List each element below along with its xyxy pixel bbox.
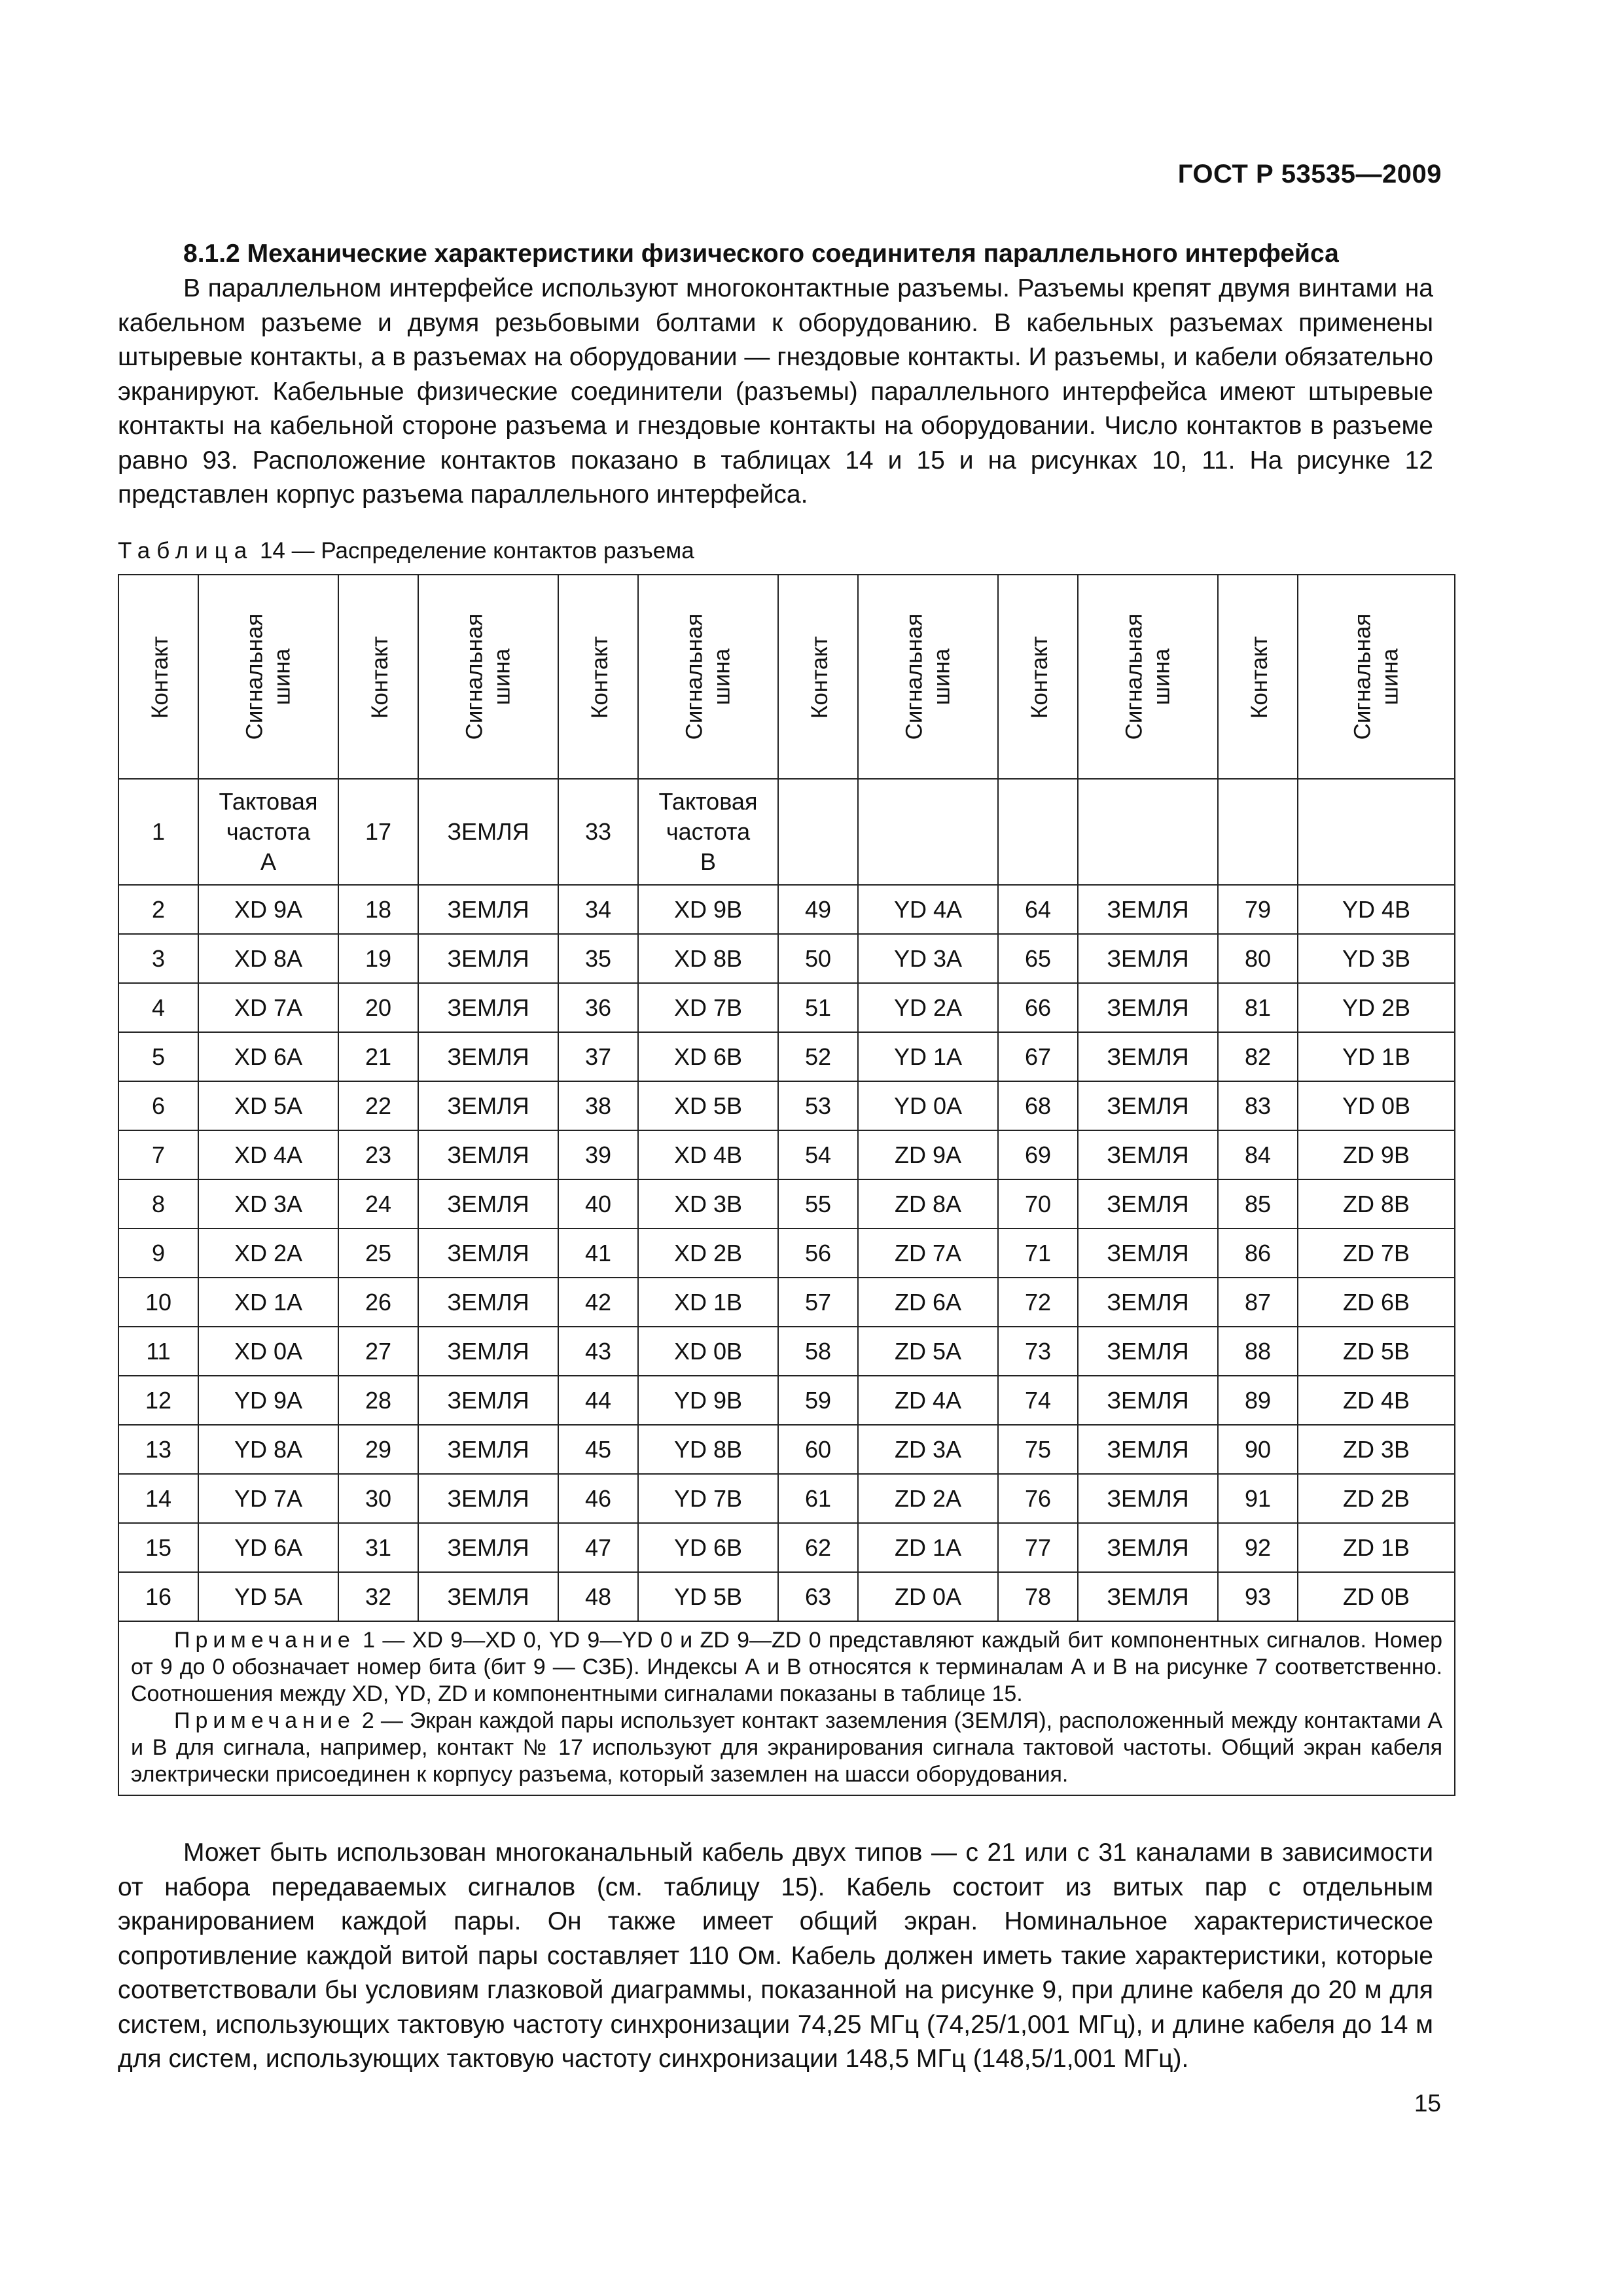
header-label: Сигнальная шина bbox=[241, 613, 294, 740]
signal-cell: ЗЕМЛЯ bbox=[418, 1278, 558, 1327]
contact-cell: 52 bbox=[778, 1032, 858, 1081]
contact-cell: 93 bbox=[1218, 1572, 1298, 1621]
contact-cell: 55 bbox=[778, 1179, 858, 1229]
document-header: ГОСТ Р 53535—2009 bbox=[1177, 160, 1442, 188]
signal-cell: XD 2B bbox=[638, 1229, 778, 1278]
contact-cell: 72 bbox=[998, 1278, 1078, 1327]
contact-cell: 28 bbox=[338, 1376, 418, 1425]
signal-cell: ЗЕМЛЯ bbox=[418, 983, 558, 1032]
signal-cell: XD 3A bbox=[198, 1179, 338, 1229]
contact-cell: 40 bbox=[558, 1179, 638, 1229]
signal-cell: ZD 2A bbox=[858, 1474, 998, 1523]
contact-cell: 85 bbox=[1218, 1179, 1298, 1229]
signal-cell: ZD 7B bbox=[1298, 1229, 1455, 1278]
table-row bbox=[118, 1376, 1455, 1425]
note-2-label: Примечание bbox=[174, 1708, 355, 1733]
signal-cell: XD 5A bbox=[198, 1081, 338, 1130]
signal-cell: XD 9A bbox=[198, 885, 338, 934]
contact-cell: 82 bbox=[1218, 1032, 1298, 1081]
contact-cell: 62 bbox=[778, 1523, 858, 1572]
signal-cell: YD 9A bbox=[198, 1376, 338, 1425]
signal-cell bbox=[858, 779, 998, 885]
header-signal-bus bbox=[418, 575, 558, 779]
signal-cell: ЗЕМЛЯ bbox=[1078, 1229, 1218, 1278]
contact-cell: 5 bbox=[118, 1032, 198, 1081]
contact-cell: 73 bbox=[998, 1327, 1078, 1376]
contact-cell: 61 bbox=[778, 1474, 858, 1523]
table-row bbox=[118, 1229, 1455, 1278]
signal-cell: ZD 2B bbox=[1298, 1474, 1455, 1523]
signal-cell: XD 4B bbox=[638, 1130, 778, 1179]
contact-cell: 71 bbox=[998, 1229, 1078, 1278]
signal-cell: ЗЕМЛЯ bbox=[1078, 1425, 1218, 1474]
note-1 bbox=[131, 1627, 1442, 1708]
table-row bbox=[118, 1130, 1455, 1179]
signal-cell: ZD 8A bbox=[858, 1179, 998, 1229]
signal-cell: ЗЕМЛЯ bbox=[1078, 1032, 1218, 1081]
signal-cell: YD 8B bbox=[638, 1425, 778, 1474]
contact-cell: 13 bbox=[118, 1425, 198, 1474]
contact-cell bbox=[778, 779, 858, 885]
contact-cell: 77 bbox=[998, 1523, 1078, 1572]
contact-cell: 33 bbox=[558, 779, 638, 885]
contact-cell: 60 bbox=[778, 1425, 858, 1474]
signal-cell: YD 6A bbox=[198, 1523, 338, 1572]
header-label: Контакт bbox=[587, 636, 613, 719]
table-caption-label: Таблица bbox=[118, 538, 254, 564]
contact-cell: 53 bbox=[778, 1081, 858, 1130]
signal-cell: XD 5B bbox=[638, 1081, 778, 1130]
signal-cell: ЗЕМЛЯ bbox=[1078, 1474, 1218, 1523]
contact-cell: 89 bbox=[1218, 1376, 1298, 1425]
signal-cell: YD 7A bbox=[198, 1474, 338, 1523]
signal-cell: ZD 9A bbox=[858, 1130, 998, 1179]
header-label: Сигнальная шина bbox=[681, 613, 734, 740]
contact-cell: 22 bbox=[338, 1081, 418, 1130]
contact-cell: 88 bbox=[1218, 1327, 1298, 1376]
contact-cell: 46 bbox=[558, 1474, 638, 1523]
signal-cell: ЗЕМЛЯ bbox=[418, 885, 558, 934]
header-label: Контакт bbox=[1247, 636, 1273, 719]
header-label: Сигнальная шина bbox=[461, 613, 514, 740]
signal-cell: YD 4A bbox=[858, 885, 998, 934]
contact-cell: 65 bbox=[998, 934, 1078, 983]
contact-cell: 51 bbox=[778, 983, 858, 1032]
signal-cell: YD 0B bbox=[1298, 1081, 1455, 1130]
signal-cell: XD 6B bbox=[638, 1032, 778, 1081]
contact-cell: 1 bbox=[118, 779, 198, 885]
signal-cell: XD 1A bbox=[198, 1278, 338, 1327]
signal-cell: ЗЕМЛЯ bbox=[418, 779, 558, 885]
signal-cell: ZD 4A bbox=[858, 1376, 998, 1425]
signal-cell: XD 2A bbox=[198, 1229, 338, 1278]
contact-cell: 3 bbox=[118, 934, 198, 983]
signal-cell: ЗЕМЛЯ bbox=[1078, 934, 1218, 983]
signal-cell: ЗЕМЛЯ bbox=[418, 1179, 558, 1229]
signal-cell: ZD 0B bbox=[1298, 1572, 1455, 1621]
signal-cell: YD 1A bbox=[858, 1032, 998, 1081]
contact-cell: 31 bbox=[338, 1523, 418, 1572]
contact-cell: 92 bbox=[1218, 1523, 1298, 1572]
signal-cell: YD 6B bbox=[638, 1523, 778, 1572]
contact-cell: 79 bbox=[1218, 885, 1298, 934]
signal-cell: ZD 1A bbox=[858, 1523, 998, 1572]
contact-cell: 74 bbox=[998, 1376, 1078, 1425]
contacts-table bbox=[118, 574, 1455, 1796]
signal-cell bbox=[1078, 779, 1218, 885]
signal-cell: YD 7B bbox=[638, 1474, 778, 1523]
header-label: Контакт bbox=[1027, 636, 1053, 719]
contact-cell: 81 bbox=[1218, 983, 1298, 1032]
signal-cell: XD 8B bbox=[638, 934, 778, 983]
signal-cell: XD 0B bbox=[638, 1327, 778, 1376]
contact-cell: 87 bbox=[1218, 1278, 1298, 1327]
paragraph-cable: Может быть использован многоканальный кабель двух типов — с 21 или с 31 каналами в зависимости от набора передаваемых сигналов (см. таблицу 15). Кабель состоит из витых пар с отдельным экранированием каждой пары. Он также имеет общий экран. Номинальное характеристическое сопротивление каждой витой пары составляет 110 Ом. Кабель должен иметь такие характеристики, которые соответствовали бы условиям глазковой диаграммы, показанной на рисунке 9, при длине кабеля до 20 м для систем, использующих тактовую частоту синхронизации 74,25 МГц (74,25/1,001 МГц), и длине кабеля до 14 м для систем, использующих тактовую частоту синхронизации 148,5 МГц (148,5/1,001 МГц). bbox=[118, 1839, 1433, 2073]
contact-cell: 10 bbox=[118, 1278, 198, 1327]
note-1-text: 1 — XD 9—XD 0, YD 9—YD 0 и ZD 9—ZD 0 представляют каждый бит компонентных сигналов. Номер от 9 до 0 обозначает номер бита (бит 9 — СЗБ). Индексы А и В относятся к терминалам А и В на рисунке 7 соответственно. Соотношения между XD, YD, ZD и компонентными сигналами показаны в таблице 15. bbox=[131, 1628, 1442, 1706]
signal-cell: YD 3A bbox=[858, 934, 998, 983]
header-signal-bus bbox=[638, 575, 778, 779]
contact-cell: 11 bbox=[118, 1327, 198, 1376]
contact-cell: 57 bbox=[778, 1278, 858, 1327]
contact-cell: 69 bbox=[998, 1130, 1078, 1179]
contact-cell: 84 bbox=[1218, 1130, 1298, 1179]
table-caption bbox=[118, 538, 694, 564]
note-1-label: Примечание bbox=[174, 1628, 355, 1653]
table-header bbox=[118, 575, 1455, 779]
contact-cell: 76 bbox=[998, 1474, 1078, 1523]
table-row bbox=[118, 1327, 1455, 1376]
contact-cell: 12 bbox=[118, 1376, 198, 1425]
notes-cell bbox=[118, 1621, 1455, 1795]
table-row bbox=[118, 1425, 1455, 1474]
signal-cell: XD 8A bbox=[198, 934, 338, 983]
signal-cell: XD 7B bbox=[638, 983, 778, 1032]
note-2 bbox=[131, 1708, 1442, 1788]
contact-cell: 43 bbox=[558, 1327, 638, 1376]
contact-cell: 49 bbox=[778, 885, 858, 934]
contact-cell: 20 bbox=[338, 983, 418, 1032]
signal-cell: ЗЕМЛЯ bbox=[418, 1425, 558, 1474]
header-contact bbox=[998, 575, 1078, 779]
contact-cell: 15 bbox=[118, 1523, 198, 1572]
signal-cell: ЗЕМЛЯ bbox=[418, 1376, 558, 1425]
contact-cell: 24 bbox=[338, 1179, 418, 1229]
header-signal-bus bbox=[1298, 575, 1455, 779]
table-row bbox=[118, 1179, 1455, 1229]
signal-cell: ЗЕМЛЯ bbox=[1078, 1327, 1218, 1376]
contact-cell: 63 bbox=[778, 1572, 858, 1621]
signal-cell: YD 4B bbox=[1298, 885, 1455, 934]
contact-cell: 2 bbox=[118, 885, 198, 934]
header-label: Сигнальная шина bbox=[901, 613, 954, 740]
contact-cell: 29 bbox=[338, 1425, 418, 1474]
signal-cell: ZD 5B bbox=[1298, 1327, 1455, 1376]
contact-cell: 21 bbox=[338, 1032, 418, 1081]
table-row bbox=[118, 1081, 1455, 1130]
signal-cell: YD 8A bbox=[198, 1425, 338, 1474]
contact-cell: 34 bbox=[558, 885, 638, 934]
header-signal-bus bbox=[858, 575, 998, 779]
signal-cell: ЗЕМЛЯ bbox=[1078, 1081, 1218, 1130]
signal-cell: Тактовая частота В bbox=[638, 779, 778, 885]
header-label: Сигнальная шина bbox=[1120, 613, 1174, 740]
contact-cell bbox=[1218, 779, 1298, 885]
signal-cell: ZD 8B bbox=[1298, 1179, 1455, 1229]
contact-cell: 75 bbox=[998, 1425, 1078, 1474]
table-body bbox=[118, 779, 1455, 1621]
signal-cell: ZD 3B bbox=[1298, 1425, 1455, 1474]
contact-cell: 23 bbox=[338, 1130, 418, 1179]
contact-cell: 36 bbox=[558, 983, 638, 1032]
contact-cell: 59 bbox=[778, 1376, 858, 1425]
contact-cell: 38 bbox=[558, 1081, 638, 1130]
signal-cell: YD 2B bbox=[1298, 983, 1455, 1032]
signal-cell: ЗЕМЛЯ bbox=[418, 1474, 558, 1523]
signal-cell: ЗЕМЛЯ bbox=[1078, 1523, 1218, 1572]
signal-cell: XD 4A bbox=[198, 1130, 338, 1179]
contact-cell: 68 bbox=[998, 1081, 1078, 1130]
signal-cell: ЗЕМЛЯ bbox=[1078, 983, 1218, 1032]
note-2-text: 2 — Экран каждой пары использует контакт заземления (ЗЕМЛЯ), расположенный между контактами А и В для сигнала, например, контакт № 17 используют для экранирования сигнала тактовой частоты. Общий экран кабеля электрически присоединен к корпусу разъема, который заземлен на шасси оборудования. bbox=[131, 1708, 1442, 1787]
contact-cell: 17 bbox=[338, 779, 418, 885]
signal-cell: ZD 7A bbox=[858, 1229, 998, 1278]
contact-cell: 86 bbox=[1218, 1229, 1298, 1278]
contact-cell: 32 bbox=[338, 1572, 418, 1621]
table-row bbox=[118, 1572, 1455, 1621]
signal-cell: YD 0A bbox=[858, 1081, 998, 1130]
signal-cell: ЗЕМЛЯ bbox=[418, 1523, 558, 1572]
signal-cell: ЗЕМЛЯ bbox=[418, 1032, 558, 1081]
table-row bbox=[118, 1278, 1455, 1327]
page-number: 15 bbox=[1414, 2090, 1441, 2117]
table-row bbox=[118, 779, 1455, 885]
contact-cell: 42 bbox=[558, 1278, 638, 1327]
signal-cell: YD 3B bbox=[1298, 934, 1455, 983]
header-contact bbox=[778, 575, 858, 779]
signal-cell bbox=[1298, 779, 1455, 885]
contact-cell: 56 bbox=[778, 1229, 858, 1278]
contact-cell: 18 bbox=[338, 885, 418, 934]
header-label: Контакт bbox=[807, 636, 833, 719]
contact-cell: 80 bbox=[1218, 934, 1298, 983]
header-label: Контакт bbox=[367, 636, 393, 719]
signal-cell: ZD 6B bbox=[1298, 1278, 1455, 1327]
signal-cell: YD 5A bbox=[198, 1572, 338, 1621]
contact-cell: 4 bbox=[118, 983, 198, 1032]
table-caption-text: 14 — Распределение контактов разъема bbox=[253, 538, 694, 564]
contact-cell: 14 bbox=[118, 1474, 198, 1523]
signal-cell: ZD 6A bbox=[858, 1278, 998, 1327]
contact-cell: 54 bbox=[778, 1130, 858, 1179]
header-signal-bus bbox=[1078, 575, 1218, 779]
contact-cell: 58 bbox=[778, 1327, 858, 1376]
signal-cell: ЗЕМЛЯ bbox=[1078, 1572, 1218, 1621]
contact-cell: 9 bbox=[118, 1229, 198, 1278]
contact-cell: 41 bbox=[558, 1229, 638, 1278]
signal-cell: ЗЕМЛЯ bbox=[1078, 1179, 1218, 1229]
signal-cell: ЗЕМЛЯ bbox=[418, 1572, 558, 1621]
signal-cell: ЗЕМЛЯ bbox=[418, 934, 558, 983]
paragraph-intro: В параллельном интерфейсе используют многоконтактные разъемы. Разъемы крепят двумя винтами на кабельном разъеме и двумя резьбовыми болтами к оборудованию. В кабельных разъемах применены штыревые контакты, а в разъемах на оборудовании — гнездовые контакты. И разъемы, и кабели обязательно экранируют. Кабельные физические соединители (разъемы) параллельного интерфейса имеют штыревые контакты на кабельной стороне разъема и гнездовые контакты на оборудовании. Число контактов в разъеме равно 93. Расположение контактов показано в таблицах 14 и 15 и на рисунках 10, 11. На рисунке 12 представлен корпус разъема параллельного интерфейса. bbox=[118, 274, 1433, 509]
contact-cell: 44 bbox=[558, 1376, 638, 1425]
contact-cell: 25 bbox=[338, 1229, 418, 1278]
signal-cell: YD 1B bbox=[1298, 1032, 1455, 1081]
header-contact bbox=[118, 575, 198, 779]
table-row bbox=[118, 934, 1455, 983]
header-contact bbox=[558, 575, 638, 779]
contact-cell: 48 bbox=[558, 1572, 638, 1621]
signal-cell: XD 7A bbox=[198, 983, 338, 1032]
contact-cell: 50 bbox=[778, 934, 858, 983]
signal-cell: ZD 9B bbox=[1298, 1130, 1455, 1179]
signal-cell: XD 0A bbox=[198, 1327, 338, 1376]
contact-cell: 8 bbox=[118, 1179, 198, 1229]
signal-cell: ЗЕМЛЯ bbox=[1078, 885, 1218, 934]
table-row bbox=[118, 1474, 1455, 1523]
signal-cell: XD 3B bbox=[638, 1179, 778, 1229]
contact-cell: 70 bbox=[998, 1179, 1078, 1229]
contact-cell: 27 bbox=[338, 1327, 418, 1376]
signal-cell: ZD 4B bbox=[1298, 1376, 1455, 1425]
contact-cell: 66 bbox=[998, 983, 1078, 1032]
header-label: Контакт bbox=[147, 636, 173, 719]
header-contact bbox=[1218, 575, 1298, 779]
contact-cell: 90 bbox=[1218, 1425, 1298, 1474]
contact-cell: 64 bbox=[998, 885, 1078, 934]
signal-cell: ZD 0A bbox=[858, 1572, 998, 1621]
header-signal-bus bbox=[198, 575, 338, 779]
table-row bbox=[118, 885, 1455, 934]
signal-cell: ЗЕМЛЯ bbox=[1078, 1376, 1218, 1425]
contact-cell: 7 bbox=[118, 1130, 198, 1179]
table-row bbox=[118, 1032, 1455, 1081]
signal-cell: YD 9B bbox=[638, 1376, 778, 1425]
contact-cell: 26 bbox=[338, 1278, 418, 1327]
contact-cell: 37 bbox=[558, 1032, 638, 1081]
signal-cell: ЗЕМЛЯ bbox=[418, 1229, 558, 1278]
contact-cell: 83 bbox=[1218, 1081, 1298, 1130]
contact-cell: 67 bbox=[998, 1032, 1078, 1081]
signal-cell: ЗЕМЛЯ bbox=[418, 1081, 558, 1130]
contact-cell: 19 bbox=[338, 934, 418, 983]
header-contact bbox=[338, 575, 418, 779]
signal-cell: ZD 5A bbox=[858, 1327, 998, 1376]
signal-cell: ЗЕМЛЯ bbox=[418, 1327, 558, 1376]
signal-cell: XD 6A bbox=[198, 1032, 338, 1081]
header-label: Сигнальная шина bbox=[1349, 613, 1402, 740]
contact-cell: 30 bbox=[338, 1474, 418, 1523]
signal-cell: XD 9B bbox=[638, 885, 778, 934]
signal-cell: ZD 3A bbox=[858, 1425, 998, 1474]
signal-cell: ZD 1B bbox=[1298, 1523, 1455, 1572]
contact-cell: 78 bbox=[998, 1572, 1078, 1621]
signal-cell: ЗЕМЛЯ bbox=[1078, 1278, 1218, 1327]
signal-cell: XD 1B bbox=[638, 1278, 778, 1327]
signal-cell: Тактовая частота А bbox=[198, 779, 338, 885]
contact-cell: 39 bbox=[558, 1130, 638, 1179]
signal-cell: YD 2A bbox=[858, 983, 998, 1032]
contact-cell bbox=[998, 779, 1078, 885]
contact-cell: 16 bbox=[118, 1572, 198, 1621]
section-title: 8.1.2 Механические характеристики физического соединителя параллельного интерфейса bbox=[183, 240, 1339, 268]
signal-cell: YD 5B bbox=[638, 1572, 778, 1621]
contact-cell: 45 bbox=[558, 1425, 638, 1474]
contact-cell: 6 bbox=[118, 1081, 198, 1130]
contact-cell: 35 bbox=[558, 934, 638, 983]
signal-cell: ЗЕМЛЯ bbox=[1078, 1130, 1218, 1179]
contact-cell: 47 bbox=[558, 1523, 638, 1572]
table-notes bbox=[118, 1621, 1455, 1795]
signal-cell: ЗЕМЛЯ bbox=[418, 1130, 558, 1179]
table-row bbox=[118, 1523, 1455, 1572]
table-row bbox=[118, 983, 1455, 1032]
contact-cell: 91 bbox=[1218, 1474, 1298, 1523]
